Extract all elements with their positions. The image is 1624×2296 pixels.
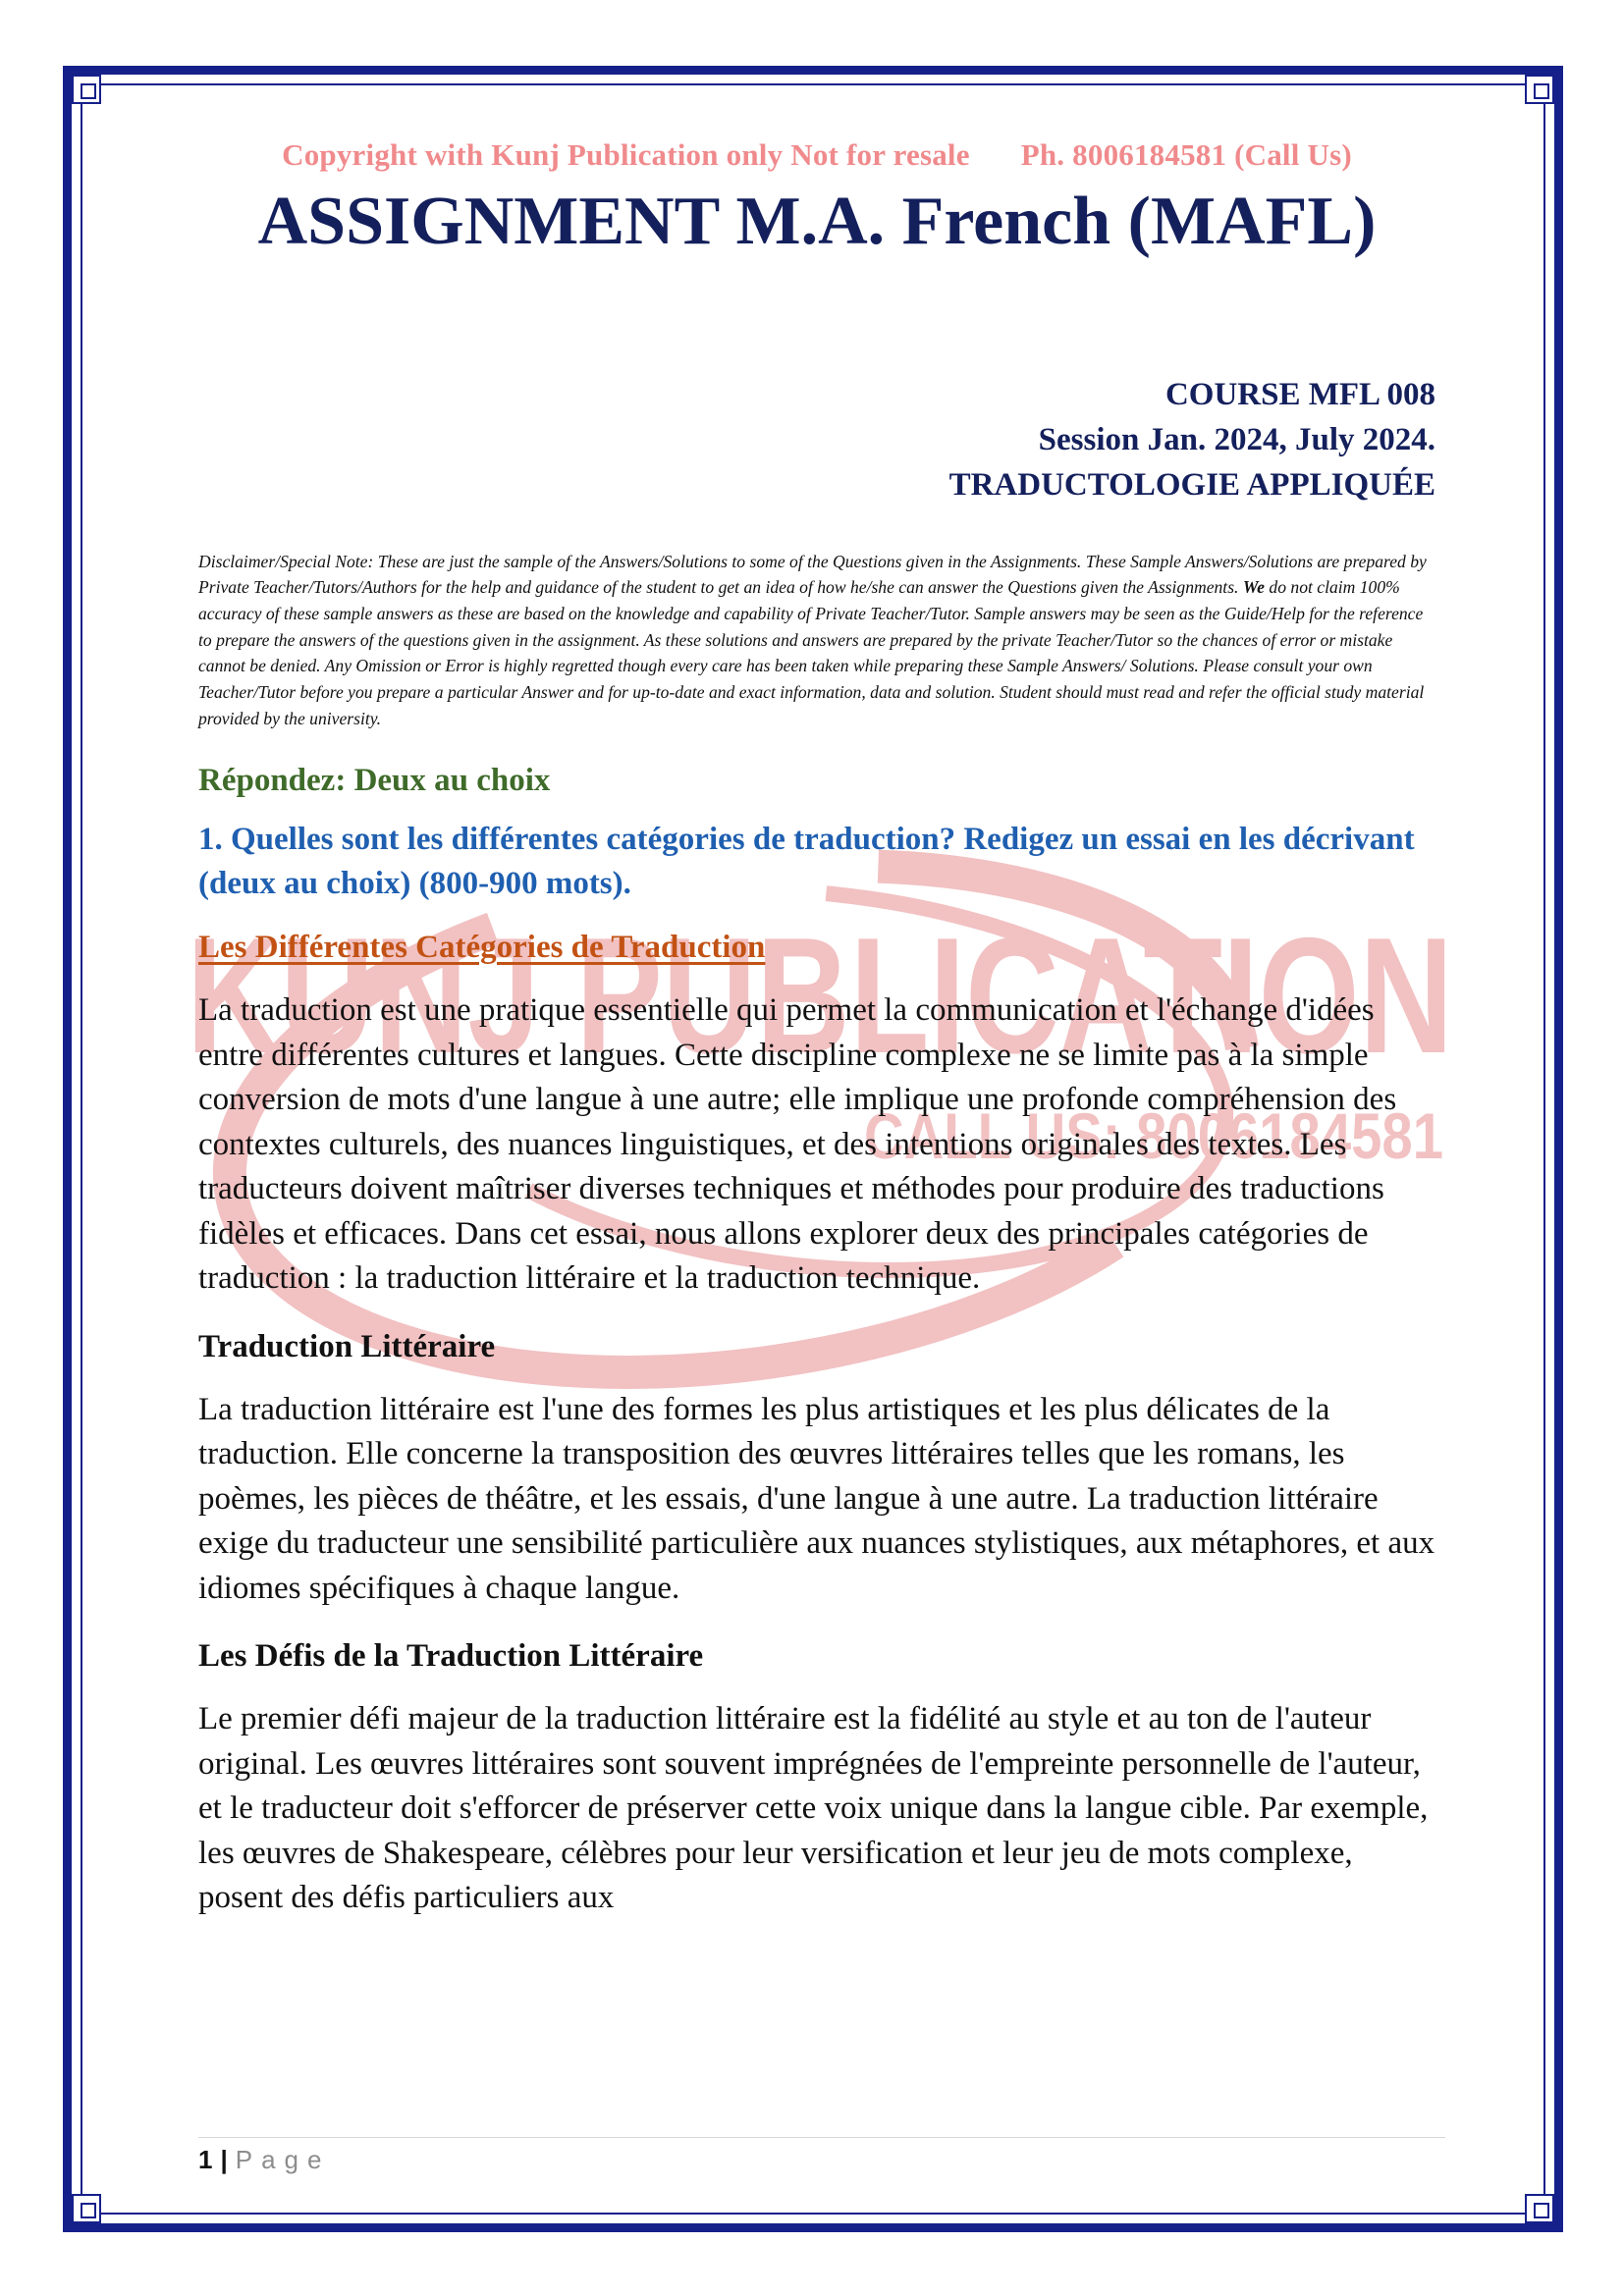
page-label: Page bbox=[235, 2145, 331, 2174]
border-corner-bottom-right bbox=[1525, 2194, 1554, 2223]
border-corner-bottom-left bbox=[72, 2194, 101, 2223]
question-1: 1. Quelles sont les différentes catégories de traduction? Redigez un essai en les décrivant (deux au choix) (800-900 mots). bbox=[198, 822, 1415, 902]
contact-phone: Ph. 8006184581 (Call Us) bbox=[1020, 137, 1352, 172]
disclaimer-part2: do not claim 100% accuracy of these sample answers as these are based on the knowledge and capability of Private Teacher/Tutor. Sample answers may be seen as the Guide/Help for the reference to prepare the answers of the questions given in the assignment. As these solutions and answers are prepared by the private Teacher/Tutor so the chances of error or mistake cannot be denied. Any Omission or Error is highly regretted though every care has been taken while preparing these Sample Answers/ Solutions. Please consult your own Teacher/Tutor before you prepare a particular Answer and for up-to-date and exact information, data and solution. Student should must read and refer the official study material provided by the university. bbox=[198, 577, 1425, 728]
page-number: 1 bbox=[198, 2145, 213, 2174]
course-info bbox=[198, 372, 1435, 507]
answer-instruction: Répondez: Deux au choix bbox=[198, 763, 551, 799]
section-heading: Les Différentes Catégories de Traduction bbox=[198, 930, 766, 966]
border-corner-top-left bbox=[72, 75, 101, 104]
litteraire-paragraph: La traduction littéraire est l'une des formes les plus artistiques et les plus délicates de la traduction. Elle concerne la transposition des œuvres littéraires telles que les romans, les poèmes, les pièces de théâtre, et les essais, d'une langue à une autre. La traduction littéraire exige du traducteur une sensibilité particulière aux nuances stylistiques, aux métaphores, et aux idiomes spécifiques à chaque langue. bbox=[198, 1391, 1435, 1606]
course-name: TRADUCTOLOGIE APPLIQUÉE bbox=[948, 466, 1435, 503]
disclaimer-part1: Disclaimer/Special Note: These are just the sample of the Answers/Solutions to some of the Questions given in the Assignments. These Sample Answers/Solutions are prepared by Private Teacher/Tutors/Authors for the help and guidance of the student to get an idea of how he/she can answer the Questions given the Assignments. bbox=[198, 551, 1427, 598]
intro-paragraph: La traduction est une pratique essentielle qui permet la communication et l'échange d'idées entre différentes cultures et langues. Cette discipline complexe ne se limite pas à la simple conversion de mots d'une langue à une autre; elle implique une profonde compréhension des contextes culturels, des nuances linguistiques, et des intentions originales des textes. Les traducteurs doivent maîtriser diverses techniques et méthodes pour produire des traductions fidèles et efficaces. Dans cet essai, nous allons explorer deux des principales catégories de traduction : la traduction littéraire et la traduction technique. bbox=[198, 992, 1397, 1297]
defis-paragraph: Le premier défi majeur de la traduction littéraire est la fidélité au style et au ton de l'auteur original. Les œuvres littéraires sont souvent imprégnées de l'empreinte personnelle de l'auteur, et le traducteur doit s'efforcer de préserver cette voix unique dans la langue cible. Par exemple, les œuvres de Shakespeare, célèbres pour leur versification et leur jeu de mots complexe, posent des défis particuliers aux bbox=[198, 1701, 1429, 1916]
page-content bbox=[198, 137, 1435, 1921]
course-session: Session Jan. 2024, July 2024. bbox=[1038, 421, 1435, 457]
watermark-phone: CALL US: 8006184581 bbox=[864, 1099, 1443, 1172]
copyright-text: Copyright with Kunj Publication only Not for resale bbox=[282, 137, 970, 172]
subheading-traduction-litteraire: Traduction Littéraire bbox=[198, 1328, 496, 1364]
watermark-brand: KUNJ PUBLICATION bbox=[187, 903, 1453, 1088]
disclaimer-bold: We bbox=[1242, 577, 1265, 598]
copyright-line bbox=[198, 137, 1435, 173]
border-corner-top-right bbox=[1525, 75, 1554, 104]
course-code: COURSE MFL 008 bbox=[1164, 376, 1435, 412]
footer-separator: | bbox=[220, 2145, 228, 2174]
footer-divider bbox=[198, 2137, 1445, 2138]
assignment-title: ASSIGNMENT M.A. French (MAFL) bbox=[257, 184, 1377, 259]
disclaimer bbox=[198, 549, 1435, 732]
subheading-defis: Les Défis de la Traduction Littéraire bbox=[198, 1638, 704, 1675]
page-footer bbox=[198, 2145, 330, 2175]
